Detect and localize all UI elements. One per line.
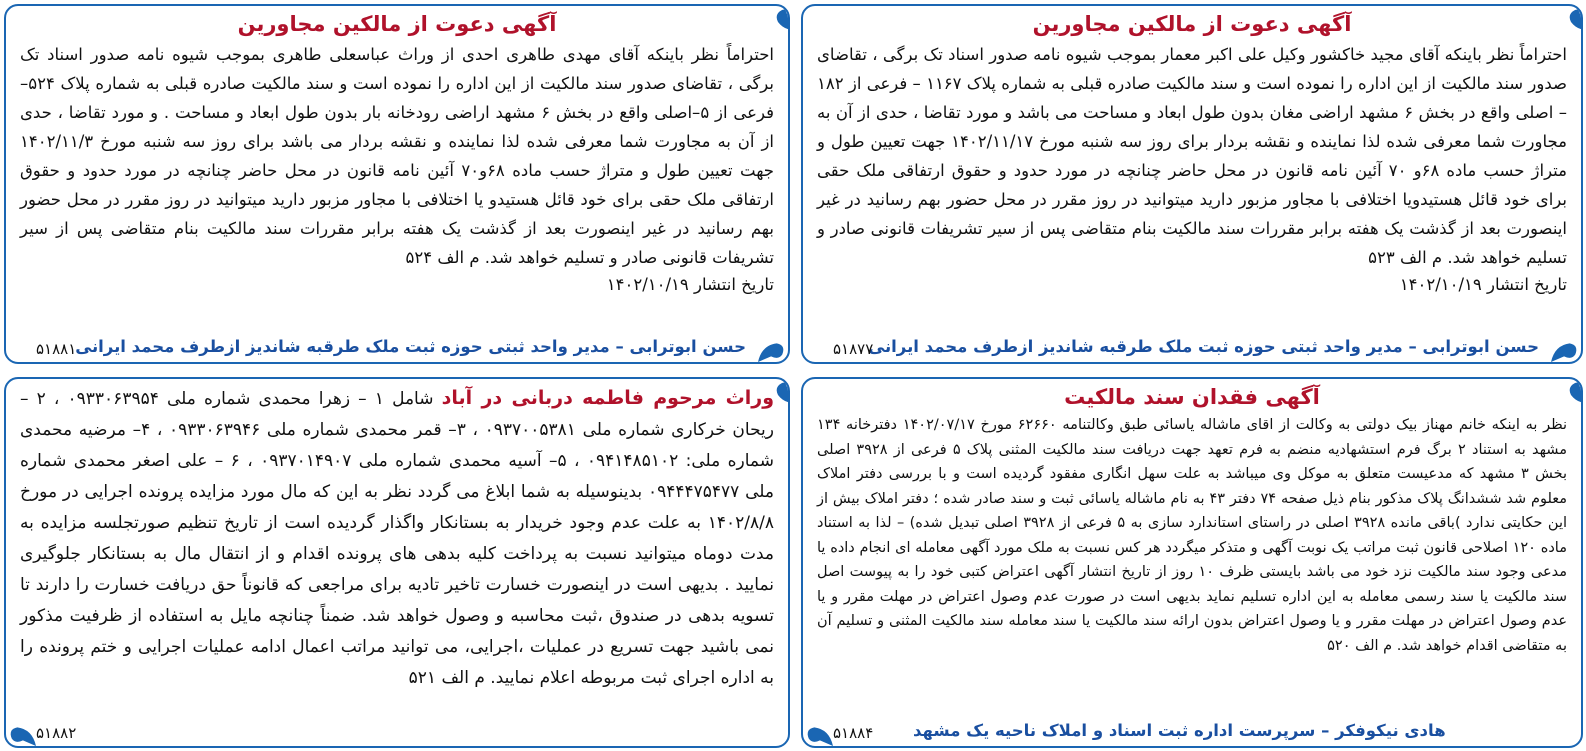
corner-ornament-icon [1557,377,1583,403]
notice-footer [6,332,788,362]
signature: حسن ابوترابی – مدیر واحد ثبتی حوزه ثبت ملک طرقبه شاندیز ازطرف محمد ایرانی [75,337,746,356]
publish-date: تاریخ انتشار ۱۴۰۲/۱۰/۱۹ [1399,275,1567,294]
notice-code: ۵۱۸۷۷ [833,340,874,358]
notice-neighbors-2 [4,4,790,364]
notice-code: ۵۱۸۸۱ [36,340,77,358]
corner-ornament-icon [803,718,835,746]
publish-date: تاریخ انتشار ۱۴۰۲/۱۰/۱۹ [606,275,774,294]
corner-ornament-icon [1557,4,1583,30]
notice-title: آگهی فقدان سند مالکیت [1064,385,1320,409]
corner-ornament-icon [6,718,38,746]
notice-body: نظر به اینکه خانم مهناز بیک دولتی به وکالت از اقای ماشاله یاسائی طبق وکالتنامه ۶۲۶۶۰ مورخ ۱۴۰۲/۰۷/۱۷ دفترخانه ۱۳۴ مشهد به استناد ۲ برگ فرم استشهادیه منضم به فرم تعهد جهت دریافت سند مالکیت المثنی پلاک ۵ فرعی از ۳۹۲۸ اصلی بخش ۳ مشهد که مدعیست متعلق به موکل وی میباشد به علت سهل انگاری مفقود گردیده است و با بررسی دفتر املاک معلوم شد ششدانگ پلاک مذکور بنام ذیل صفحه ۷۴ دفتر ۴۳ به نام ماشاله یاسائی ثبت و سند صادر شده ؛ دفتر املاک بیش از این حکایتی ندارد )باقی مانده ۳۹۲۸ اصلی در راستای استاندارد سازی به ۵ فرعی از ۳۹۲۸ اصلی تبدیل شده) – لذا به استناد ماده ۱۲۰ اصلاحی قانون ثبت مراتب یک نوبت آگهی و متذکر میگردد هر کس نسبت به ملک مورد آگهی معامله ای انجام داده یا مدعی وجود سند مالکیت نزد خود می باشد بایستی ظرف ۱۰ روز از تاریخ انتشار آگهی اعتراض کتبی خود را به پیوست اصل سند مالکیت یا سند رسمی معامله به این اداره تسلیم نماید بدیهی است در صورت عدم وصول اعتراض در مهلت مقرر و یا عدم وصول اعتراض در مهلت مقرر و یا وصول اعتراض بدون ارائه سند مالکیت یا سند معامله سند مالکیت المثنی و تسلیم آن به متقاضی اقدام خواهد شد. م الف ۵۲۰ [817,417,1568,654]
notice-title: آگهی دعوت از مالکین مجاورین [237,12,557,36]
notice-neighbors-1 [801,4,1583,364]
notice-body [6,379,788,694]
corner-ornament-icon [764,377,790,403]
signature: هادی نیکوفکر – سرپرست اداره ثبت اسناد و املاک ناحیه یک مشهد [913,721,1446,740]
notice-footer [803,332,1581,362]
notice-code: ۵۱۸۸۴ [833,724,874,742]
notice-body: احتراماً نظر باینکه آقای مهدی طاهری احدی از وراث عباسعلی طاهری بموجب شیوه نامه صدور اسناد تک برگی ، تقاضای صدور سند مالکیت از این اداره را نموده است و سند مالکیت صادره قبلی به شماره پلاک ۵۲۴–فرعی از ۵–اصلی واقع در بخش ۶ مشهد اراضی رودخانه بار بدون طول ابعاد و مساحت . و مورد تقاضا ، حدی از آن به مجاورت شما معرفی شده لذا نماینده و نقشه بردار می باشد برای روز سه شنبه مورخ ۱۴۰۲/۱۱/۳ جهت تعیین طول و متراژ حسب ماده ۶۸و۷۰ آئین نامه قانون در محل حاضر چنانچه در مورد حدود و حقوق ارتفاقی ملک حقی برای خود قائل هستیدو یا اختلافی با مجاور مزبور دارید میتوانید در روز مقرر در محل حضور بهم رسانید در غیر اینصورت بعد از گذشت یک هفته برابر مقررات سند مالکیت بنام متقاضی پس از سیر تشریفات قانونی صادر و تسلیم خواهد شد. م الف ۵۲۴ [20,45,774,267]
notice-body: احتراماً نظر باینکه آقای مجید خاکشور وکیل علی اکبر معمار بموجب شیوه نامه صدور اسناد تک برگی ، تقاضای صدور سند مالکیت از این اداره را نموده است و سند مالکیت صادره قبلی به شماره پلاک ۱۱۶۷ – فرعی از ۱۸۲ – اصلی واقع در بخش ۶ مشهد اراضی مغان بدون طول ابعاد و مساحت می باشد و مورد تقاضا ، حدی از آن به مجاورت شما معرفی شده لذا نماینده و نقشه بردار برای روز سه شنبه مورخ ۱۴۰۲/۱۱/۱۷ جهت تعیین طول و متراژ حسب ماده ۶۸و ۷۰ آئین نامه قانون در محل حاضر چنانچه در مورد حدود و حقوق ارتفاقی ملک حقی برای خود قائل هستیدویا اختلافی با مجاور مزبور دارید میتوانید در روز مقرر در محل حضور بهم رسانید در غیر اینصورت بعد از گذشت یک هفته برابر مقررات سند مالکیت بنام متقاضی پس از سیر تشریفات قانونی صادر و تسلیم خواهد شد. م الف ۵۲۳ [817,45,1567,267]
notice-lost-deed [801,377,1583,748]
corner-ornament-icon [1549,334,1581,362]
notice-footer [803,716,1581,746]
notice-heirs [4,377,790,748]
heirs-title: وراث مرحوم فاطمه دربانی در آباد [441,387,775,409]
notice-code: ۵۱۸۸۲ [36,724,77,742]
heirs-body: شامل ۱ – زهرا محمدی شماره ملی ۰۹۳۳۰۶۳۹۵۴ ، ۲ – ریحان خرکاری شماره ملی ۰۹۳۷۰۰۵۳۸۱ ، ۳– قمر محمدی شماره ملی ۰۹۳۳۰۶۳۹۴۶ ، ۴– مرضیه محمدی شماره ملی: ۰۹۴۱۴۸۵۱۰۲ ، ۵– آسیه محمدی شماره ملی ۰۹۳۷۰۱۴۹۰۷ ، ۶ – علی اصغر محمدی شماره ملی ۰۹۴۴۴۷۵۴۷۷ بدینوسیله به شما ابلاغ می گردد نظر به این که مال مورد مزایده پرونده اجرایی در مورخ ۱۴۰۲/۸/۸ به علت عدم وجود خریدار به بستانکار واگذار گردیده است از تاریخ تنظیم صورتجلسه مزایده به مدت دوماه میتوانید نسبت به پرداخت کلیه بدهی های پرونده اقدام و از انتقال مال به بستانکار جلوگیری نمایید . بدیهی است در اینصورت خسارت تاخیر تادیه برای مراجعی که قانوناً حق دریافت خسارت را دارند تا تسویه بدهی در صندوق ،ثبت محاسبه و وصول خواهد شد. ضمناً چنانچه مایل به استفاده از ظرفیت مذکور نمی باشید جهت تسریع در عملیات ،اجرایی، می توانید مراتب اعمال ادامه عملیات اجرایی و ختم پرونده را به اداره اجرای ثبت مربوطه اعلام نمایید. م الف ۵۲۱ [20,389,775,688]
notice-footer [6,716,788,746]
signature: حسن ابوترابی – مدیر واحد ثبتی حوزه ثبت ملک طرقبه شاندیز ازطرف محمد ایرانی [868,337,1539,356]
corner-ornament-icon [764,4,790,30]
notice-title: آگهی دعوت از مالکین مجاورین [1032,12,1352,36]
corner-ornament-icon [756,334,788,362]
